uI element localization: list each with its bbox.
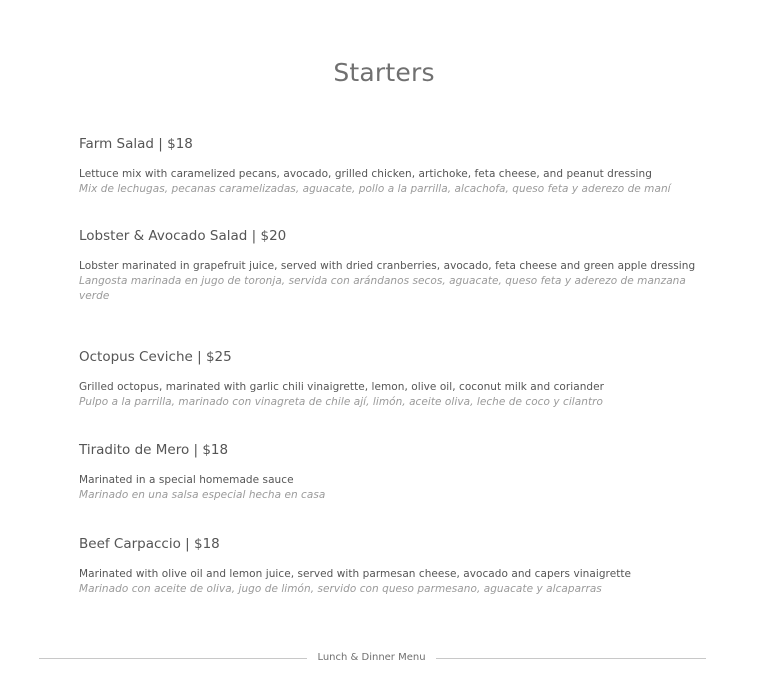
- menu-item-description: Marinated in a special homemade sauce: [79, 474, 294, 486]
- menu-item-lobster-avocado-salad: [79, 227, 719, 304]
- menu-item-farm-salad: [79, 135, 719, 197]
- menu-item-beef-carpaccio: [79, 535, 719, 597]
- menu-item-heading: Farm Salad | $18: [79, 136, 193, 152]
- menu-item-translation: Pulpo a la parrilla, marinado con vinagreta de chile ají, limón, aceite oliva, leche de coco y cilantro: [79, 396, 603, 408]
- menu-item-heading: Beef Carpaccio | $18: [79, 536, 220, 552]
- page-title: Starters: [333, 58, 435, 87]
- menu-item-tiradito-de-mero: [79, 441, 719, 503]
- footer-divider-right: [436, 658, 706, 659]
- footer-divider-left: [39, 658, 307, 659]
- menu-item-translation: Marinado en una salsa especial hecha en casa: [79, 489, 326, 501]
- menu-item-description: Grilled octopus, marinated with garlic chili vinaigrette, lemon, olive oil, coconut milk and coriander: [79, 381, 605, 393]
- menu-item-octopus-ceviche: [79, 348, 719, 410]
- menu-item-translation: Langosta marinada en jugo de toronja, servida con arándanos secos, aguacate, queso feta y aderezo de manzana verde: [79, 275, 686, 302]
- menu-item-heading: Octopus Ceviche | $25: [79, 349, 232, 365]
- menu-item-description: Lettuce mix with caramelized pecans, avocado, grilled chicken, artichoke, feta cheese, and peanut dressing: [79, 168, 652, 180]
- page-footer: [39, 651, 706, 665]
- menu-item-description: Marinated with olive oil and lemon juice, served with parmesan cheese, avocado and capers vinaigrette: [79, 568, 632, 580]
- menu-item-translation: Mix de lechugas, pecanas caramelizadas, aguacate, pollo a la parrilla, alcachofa, queso feta y aderezo de maní: [79, 183, 671, 195]
- menu-item-description: Lobster marinated in grapefruit juice, served with dried cranberries, avocado, feta cheese and green apple dressing: [79, 260, 696, 272]
- menu-item-heading: Lobster & Avocado Salad | $20: [79, 228, 287, 244]
- menu-item-translation: Marinado con aceite de oliva, jugo de limón, servido con queso parmesano, aguacate y alcaparras: [79, 583, 602, 595]
- menu-item-heading: Tiradito de Mero | $18: [79, 442, 229, 458]
- footer-label: Lunch & Dinner Menu: [317, 652, 426, 663]
